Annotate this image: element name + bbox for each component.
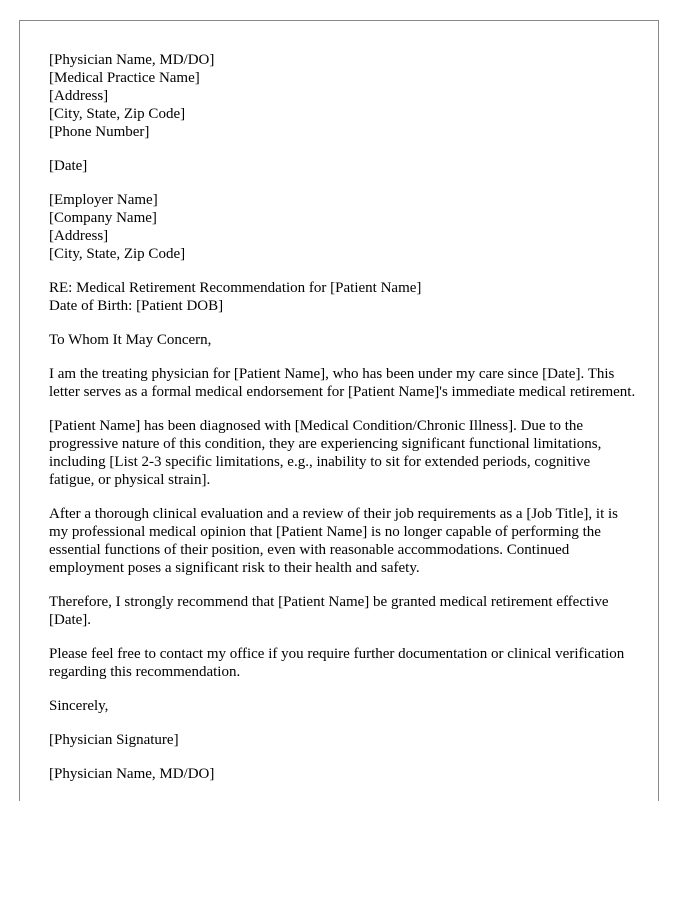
sender-block [49,51,639,141]
paragraph-recommendation: Therefore, I strongly recommend that [Patient Name] be granted medical retirement effective [Date]. [49,594,609,628]
recipient-company-name: [Company Name] [49,210,157,226]
subject-re-line: RE: Medical Retirement Recommendation for [Patient Name] [49,280,422,296]
recipient-block [49,191,639,263]
paragraph-opinion: After a thorough clinical evaluation and a review of their job requirements as a [Job Title], it is my professional medical opinion that [Patient Name] is no longer capable of performing the essential functions of their position, even with reasonable accommodations. Continued employment poses a significant risk to their health and safety. [49,506,619,576]
sender-city-state-zip: [City, State, Zip Code] [49,106,186,122]
signer-name: [Physician Name, MD/DO] [49,766,215,782]
recipient-employer-name: [Employer Name] [49,192,158,208]
closing: Sincerely, [49,698,109,714]
recipient-city-state-zip: [City, State, Zip Code] [49,246,186,262]
physician-signature: [Physician Signature] [49,732,179,748]
paragraph-diagnosis: [Patient Name] has been diagnosed with [Medical Condition/Chronic Illness]. Due to the progressive nature of this condition, they are experiencing significant functional limitations, including [List 2-3 specific limitations, e.g., inability to sit for extended periods, cognitive fatigue, or physical strain]. [49,418,602,488]
letter-page [19,20,659,801]
subject-dob-line: Date of Birth: [Patient DOB] [49,298,224,314]
salutation: To Whom It May Concern, [49,332,212,348]
letter-body [49,51,639,799]
sender-address: [Address] [49,88,109,104]
date-block [49,157,639,175]
sender-name: [Physician Name, MD/DO] [49,52,215,68]
letter-date: [Date] [49,158,88,174]
paragraph-care-statement: I am the treating physician for [Patient Name], who has been under my care since [Date]. This letter serves as a formal medical endorsement for [Patient Name]'s immediate medical retirement. [49,366,636,400]
sender-phone: [Phone Number] [49,124,150,140]
subject-block [49,279,639,315]
recipient-address: [Address] [49,228,109,244]
sender-practice: [Medical Practice Name] [49,70,200,86]
paragraph-contact: Please feel free to contact my office if you require further documentation or clinical verification regarding this recommendation. [49,646,625,680]
